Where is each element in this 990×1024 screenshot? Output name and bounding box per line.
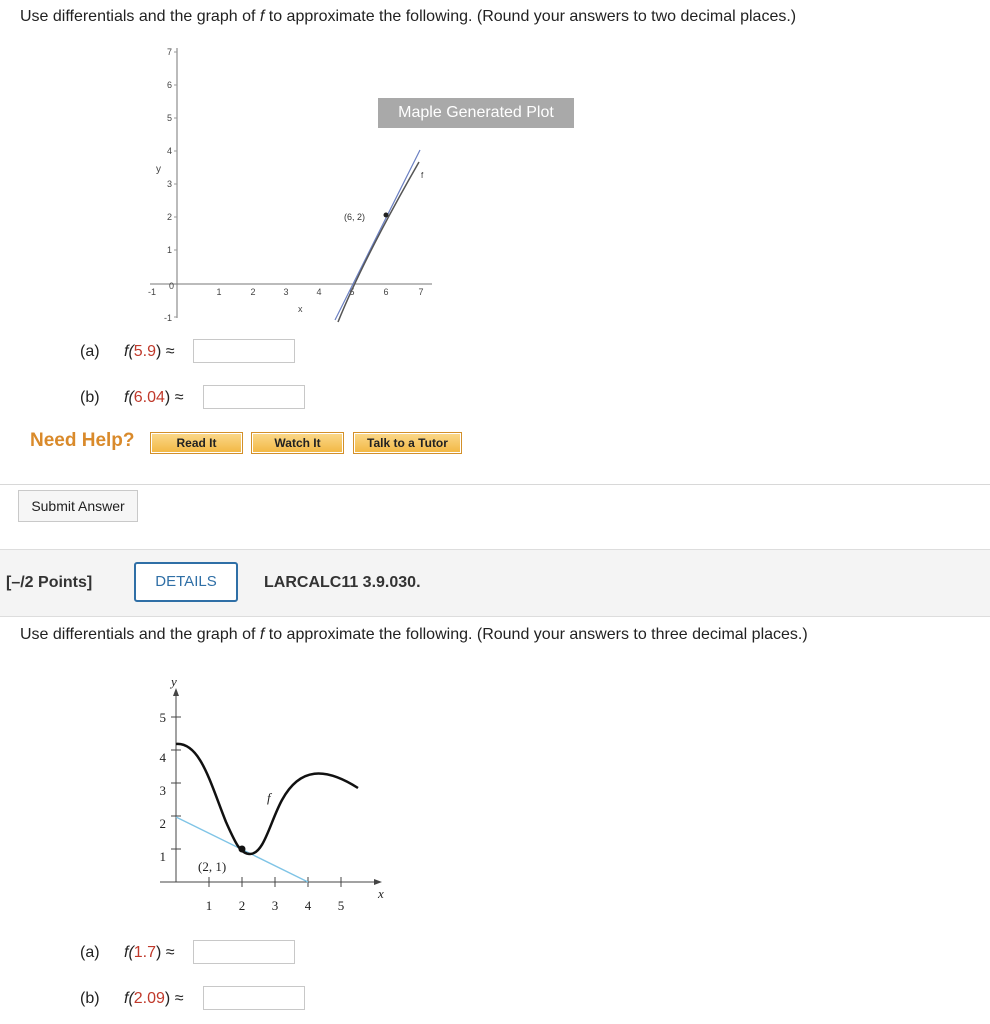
y-tick: 1 [159, 849, 166, 864]
y-tick: 5 [166, 113, 172, 123]
divider [0, 484, 990, 485]
y-tick: 4 [166, 146, 172, 156]
x-tick: 4 [316, 287, 322, 297]
x-tick: 5 [349, 287, 355, 297]
y-tick: 5 [159, 710, 166, 725]
problem1-prompt: Use differentials and the graph of f to approximate the following. (Round your answers to two decimal places.) [20, 8, 797, 25]
talk-to-tutor-button[interactable]: Talk to a Tutor [353, 432, 462, 454]
submit-answer-button[interactable]: Submit Answer [18, 490, 138, 522]
x-tick: 4 [304, 898, 312, 913]
point-label: (6, 2) [344, 212, 366, 222]
x-tick: -1 [147, 287, 157, 297]
point-label: (2, 1) [198, 859, 227, 874]
y-axis-label: y [156, 164, 161, 175]
problem-code: LARCALC11 3.9.030. [264, 574, 421, 591]
y-tick: 4 [159, 750, 166, 765]
x-tick: 3 [283, 287, 289, 297]
y-tick: 0 [168, 281, 174, 291]
x-tick: 2 [250, 287, 256, 297]
x-axis-label: x [378, 886, 384, 901]
part-a-answer-input[interactable] [193, 339, 295, 363]
curve-label: f [267, 790, 271, 805]
x-axis-arrow [374, 879, 382, 885]
need-help-label: Need Help? [30, 430, 135, 451]
y-tick: 2 [166, 212, 172, 222]
y-tick: 7 [166, 47, 172, 57]
x-tick: 1 [216, 287, 222, 297]
x-axis-label: x [298, 304, 303, 314]
y-axis-arrow [173, 688, 179, 696]
point-marker [384, 213, 389, 218]
curve-label: f [421, 171, 424, 180]
x-tick: 6 [383, 287, 389, 297]
y-tick: 1 [166, 245, 172, 255]
maple-generated-plot-label: Maple Generated Plot [378, 98, 574, 128]
problem2-prompt: Use differentials and the graph of f to approximate the following. (Round your answers to three decimal places.) [20, 626, 808, 643]
x-tick: 3 [271, 898, 279, 913]
x-tick: 2 [238, 898, 246, 913]
p2-part-a-question: (a) f(1.7) ≈ [80, 944, 175, 961]
p2-part-b-question: (b) f(2.09) ≈ [80, 990, 184, 1007]
read-it-button[interactable]: Read It [150, 432, 243, 454]
watch-it-button[interactable]: Watch It [251, 432, 344, 454]
y-tick: -1 [163, 313, 172, 323]
maple-plot [140, 40, 440, 330]
y-tick: 3 [166, 179, 172, 189]
x-tick: 5 [337, 898, 345, 913]
part-b-question: (b) f(6.04) ≈ [80, 389, 184, 406]
point-marker [239, 846, 246, 853]
y-axis-label: y [171, 674, 177, 689]
x-tick: 7 [418, 287, 424, 297]
part-b-answer-input[interactable] [203, 385, 305, 409]
details-button[interactable]: DETAILS [134, 562, 238, 602]
function-curve [338, 162, 419, 322]
part-a-question: (a) f(5.9) ≈ [80, 343, 175, 360]
x-tick: 1 [205, 898, 213, 913]
y-tick: 3 [159, 783, 166, 798]
p2-part-b-answer-input[interactable] [203, 986, 305, 1010]
points-label: [–/2 Points] [6, 574, 93, 591]
y-tick: 2 [159, 816, 166, 831]
p2-part-a-answer-input[interactable] [193, 940, 295, 964]
function-graph [140, 672, 400, 922]
tangent-line [335, 150, 420, 320]
y-tick: 6 [166, 80, 172, 90]
